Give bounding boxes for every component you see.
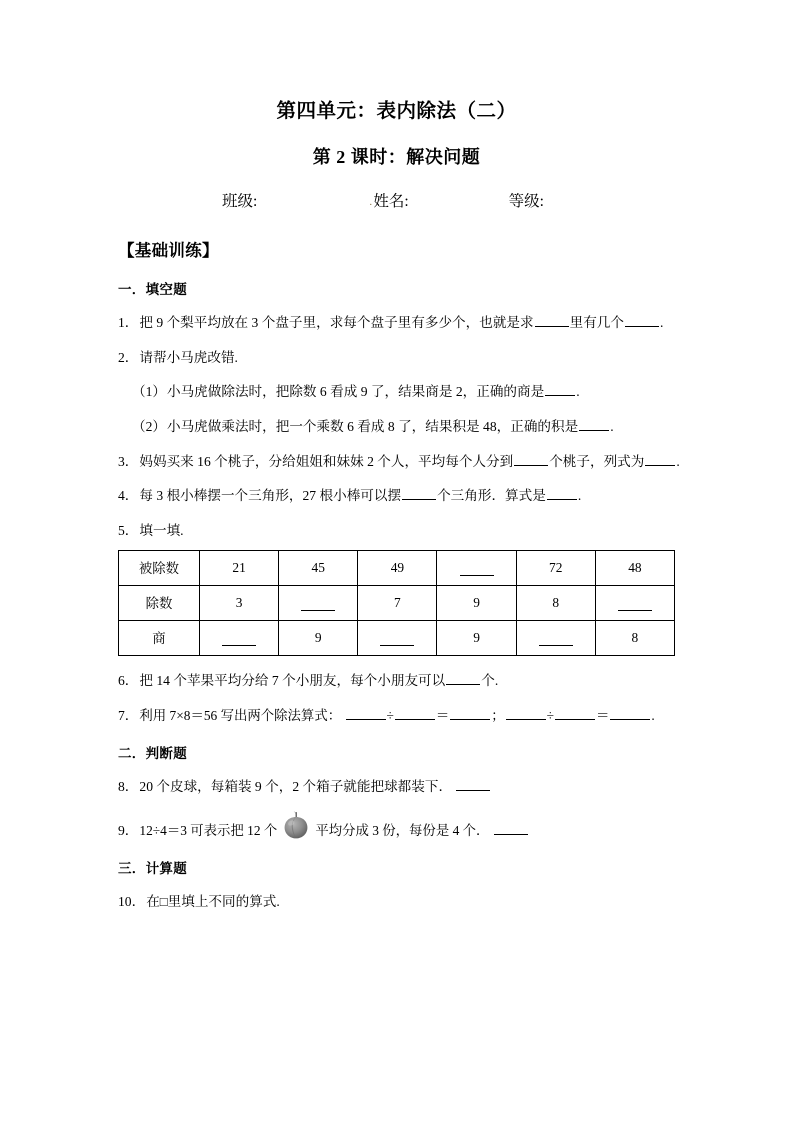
quotient-cell-6[interactable]	[595, 620, 674, 655]
question-7-blank-2[interactable]	[395, 706, 435, 720]
question-4-blank-1[interactable]	[402, 487, 436, 501]
question-4-text-c: .	[577, 488, 582, 504]
question-7-period: .	[651, 707, 655, 723]
question-7-blank-6[interactable]	[610, 706, 650, 720]
question-9-number: 9．	[118, 823, 139, 839]
peach-icon	[279, 810, 313, 840]
question-1-blank-1[interactable]	[535, 313, 569, 327]
question-7	[118, 691, 675, 726]
question-2-1-blank[interactable]	[545, 383, 575, 397]
dividend-value-3: 49	[390, 559, 405, 575]
question-8-answer-blank[interactable]	[456, 778, 490, 792]
section-two-true-false: 二．判断题	[118, 746, 187, 762]
divisor-cell-2[interactable]	[279, 585, 358, 620]
table-row	[119, 620, 675, 655]
dividend-blank-4[interactable]	[460, 563, 494, 576]
question-9-answer-blank[interactable]	[494, 822, 528, 836]
question-5	[118, 506, 675, 541]
grade-label: 等级:	[508, 192, 544, 210]
question-7-number: 7．	[118, 707, 139, 723]
quotient-value-6: 8	[631, 629, 639, 645]
question-6	[118, 656, 675, 691]
question-6-blank[interactable]	[446, 671, 480, 685]
question-2-2-text-a: 小马虎做乘法时，把一个乘数 6 看成 8 了，结果积是 48，正确的积是	[166, 418, 579, 434]
table-row	[119, 550, 675, 585]
question-7-semicolon: ；	[491, 707, 505, 723]
quotient-blank-1[interactable]	[222, 633, 256, 646]
class-label: 班级:	[222, 192, 258, 210]
question-4-number: 4．	[118, 488, 139, 504]
question-3-blank-2[interactable]	[645, 452, 675, 466]
divisor-blank-2[interactable]	[301, 598, 335, 611]
question-1-blank-2[interactable]	[625, 313, 659, 327]
question-10	[118, 877, 675, 912]
question-1-number: 1．	[118, 314, 139, 330]
quotient-cell-1[interactable]	[200, 620, 279, 655]
question-4	[118, 471, 675, 506]
question-2-1-text-a: 小马虎做除法时，把除数 6 看成 9 了，结果商是 2，正确的商是	[166, 384, 545, 400]
quotient-blank-3[interactable]	[380, 633, 414, 646]
question-4-text-a: 每 3 根小棒摆一个三角形，27 根小棒可以摆	[139, 488, 402, 504]
section-basic-training: 【基础训练】	[118, 240, 219, 260]
question-4-blank-2[interactable]	[547, 487, 577, 501]
question-7-divide-2: ÷	[546, 707, 555, 723]
question-3-text-a: 妈妈买来 16 个桃子，分给姐姐和妹妹 2 个人，平均每个人分到	[139, 453, 514, 469]
question-6-text-b: 个.	[481, 672, 499, 688]
question-7-equals-1: ＝	[435, 707, 450, 723]
question-2-2	[118, 402, 675, 437]
quotient-cell-3[interactable]	[358, 620, 437, 655]
dividend-cell-1[interactable]	[200, 550, 279, 585]
question-7-blank-3[interactable]	[450, 706, 490, 720]
question-6-number: 6．	[118, 672, 139, 688]
divisor-cell-1[interactable]	[200, 585, 279, 620]
question-2-1-number: （1）	[132, 384, 166, 400]
row-label-dividend: 被除数	[119, 550, 200, 585]
section-three-computation: 三．计算题	[118, 860, 187, 876]
question-3-number: 3．	[118, 453, 139, 469]
question-9-text-b: 平均分成 3 份，每份是 4 个．	[315, 823, 490, 839]
divisor-value-1: 3	[235, 594, 243, 610]
divisor-value-5: 8	[552, 594, 560, 610]
empty-box-glyph[interactable]: □	[159, 893, 168, 909]
question-1-text-b: 里有几个	[569, 314, 624, 330]
question-7-equals-2: ＝	[596, 707, 610, 723]
divisor-blank-6[interactable]	[618, 598, 652, 611]
dividend-cell-2[interactable]	[279, 550, 358, 585]
question-2-2-blank[interactable]	[579, 417, 609, 431]
student-meta-row	[118, 169, 675, 211]
dividend-value-2: 45	[311, 559, 325, 575]
question-8	[118, 762, 675, 797]
dividend-value-6: 48	[628, 559, 642, 575]
question-4-text-b: 个三角形．算式是	[437, 488, 546, 504]
question-10-text-a: 在	[146, 893, 160, 909]
dividend-cell-6[interactable]	[595, 550, 674, 585]
question-7-blank-1[interactable]	[346, 706, 386, 720]
question-5-number: 5．	[118, 523, 139, 539]
question-7-text-a: 利用 7×8＝56 写出两个除法算式：	[139, 707, 342, 723]
row-label-divisor: 除数	[119, 585, 200, 620]
dividend-value-5: 72	[549, 559, 563, 575]
question-1-text-a: 把 9 个梨平均放在 3 个盘子里，求每个盘子里有多少个，也就是求	[139, 314, 534, 330]
question-5-text: 填一填.	[139, 523, 184, 539]
quotient-blank-5[interactable]	[539, 633, 573, 646]
question-7-blank-5[interactable]	[555, 706, 595, 720]
divisor-cell-5[interactable]	[516, 585, 595, 620]
dividend-cell-5[interactable]	[516, 550, 595, 585]
quotient-cell-2[interactable]	[279, 620, 358, 655]
divisor-cell-3[interactable]	[358, 585, 437, 620]
question-10-text-b: 里填上不同的算式.	[167, 893, 280, 909]
quotient-value-4: 9	[473, 629, 480, 645]
question-9	[118, 797, 675, 847]
question-8-text: 20 个皮球，每箱装 9 个，2 个箱子就能把球都装下．	[139, 779, 453, 795]
quotient-cell-5[interactable]	[516, 620, 595, 655]
dividend-cell-4[interactable]	[437, 550, 516, 585]
row-label-quotient: 商	[119, 620, 200, 655]
table-row	[119, 585, 675, 620]
question-3-text-b: 个桃子，列式为	[549, 453, 645, 469]
question-7-blank-4[interactable]	[506, 706, 546, 720]
dividend-value-1: 21	[232, 559, 246, 575]
question-3	[118, 437, 680, 472]
stray-dot-mark: .	[369, 195, 373, 208]
question-3-text-c: .	[676, 453, 680, 469]
divisor-cell-4[interactable]	[437, 585, 516, 620]
page-title: 第四单元：表内除法（二）	[276, 101, 517, 122]
divisor-value-4: 9	[473, 594, 480, 610]
question-3-blank-1[interactable]	[514, 452, 548, 466]
question-8-number: 8．	[118, 779, 139, 795]
quotient-value-2: 9	[314, 629, 322, 645]
divisor-cell-6[interactable]	[595, 585, 674, 620]
question-9-text-a: 12÷4＝3 可表示把 12 个	[139, 823, 278, 839]
question-1	[118, 298, 675, 333]
question-2-1-text-b: .	[576, 384, 580, 400]
question-1-text-c: .	[659, 314, 664, 330]
question-2-1	[118, 367, 675, 402]
division-fill-table	[118, 550, 675, 656]
question-6-text-a: 把 14 个苹果平均分给 7 个小朋友，每个小朋友可以	[139, 672, 446, 688]
question-2-2-number: （2）	[132, 418, 166, 434]
page-subtitle: 第 2 课时：解决问题	[312, 147, 481, 168]
question-2	[118, 333, 675, 368]
fill-table-wrapper	[118, 541, 675, 656]
dividend-cell-3[interactable]	[358, 550, 437, 585]
divisor-value-3: 7	[394, 594, 401, 610]
question-10-number: 10．	[118, 893, 146, 909]
section-one-fill-blank: 一．填空题	[118, 281, 187, 297]
quotient-cell-4[interactable]	[437, 620, 516, 655]
name-label: 姓名:	[373, 192, 409, 210]
question-2-2-text-b: .	[610, 418, 614, 434]
question-2-text: 请帮小马虎改错.	[139, 349, 238, 365]
question-7-divide-1: ÷	[386, 707, 394, 723]
question-2-number: 2．	[118, 349, 139, 365]
